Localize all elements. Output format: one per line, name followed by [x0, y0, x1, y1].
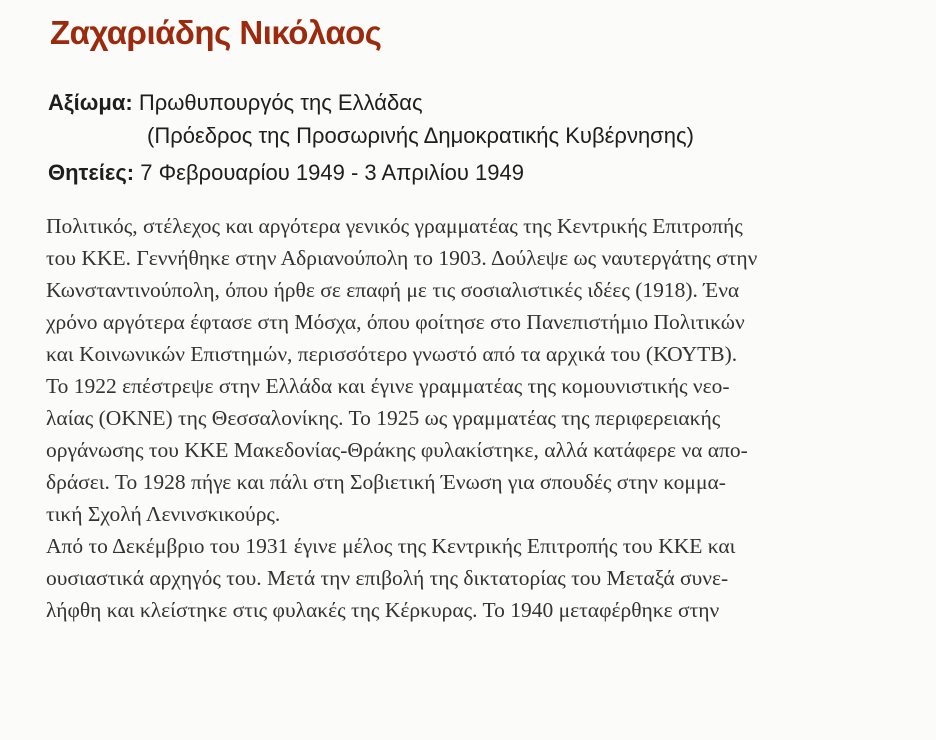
- text-line: χρόνο αργότερα έφτασε στη Μόσχα, όπου φοίτησε στο Πανεπιστήμιο Πολιτικών: [46, 310, 745, 334]
- text-line: λαίας (ΟΚΝΕ) της Θεσσαλονίκης. Το 1925 ως γραμματέας της περιφερειακής: [46, 406, 721, 430]
- text-line: και Κοινωνικών Επιστημών, περισσότερο γνωστό από τα αρχικά του (ΚΟΥΤΒ).: [46, 342, 738, 366]
- text-line: Το 1922 επέστρεψε στην Ελλάδα και έγινε γραμματέας της κομουνιστικής νεο-: [46, 374, 730, 398]
- term-value: 7 Φεβρουαρίου 1949 - 3 Απριλίου 1949: [140, 160, 524, 185]
- position-subtitle: (Πρόεδρος της Προσωρινής Δημοκρατικής Κυβέρνησης): [147, 123, 694, 148]
- text-line: Από το Δεκέμβριο του 1931 έγινε μέλος της Κεντρικής Επιτροπής του ΚΚΕ και: [46, 534, 736, 558]
- text-line: Πολιτικός, στέλεχος και αργότερα γενικός γραμματέας της Κεντρικής Επιτροπής: [46, 214, 743, 238]
- position-row: [48, 90, 423, 116]
- biography-text: [46, 210, 916, 626]
- text-line: ουσιαστικά αρχηγός του. Μετά την επιβολή της δικτατορίας του Μεταξά συνε-: [46, 566, 729, 590]
- term-label: Θητείες:: [48, 160, 135, 185]
- text-line: οργάνωσης του ΚΚΕ Μακεδονίας-Θράκης φυλακίστηκε, αλλά κατάφερε να απο-: [46, 438, 748, 462]
- term-row: [48, 160, 524, 186]
- page-title: Ζαχαριάδης Νικόλαος: [50, 14, 382, 51]
- text-line: του ΚΚΕ. Γεννήθηκε στην Αδριανούπολη το 1903. Δούλεψε ως ναυτεργάτης στην: [46, 246, 758, 270]
- text-line: λήφθη και κλείστηκε στις φυλακές της Κέρκυρας. Το 1940 μεταφέρθηκε στην: [46, 598, 720, 622]
- text-line: Κωνσταντινούπολη, όπου ήρθε σε επαφή με τις σοσιαλιστικές ιδέες (1918). Ένα: [46, 278, 740, 302]
- position-label: Αξίωμα:: [48, 90, 133, 115]
- text-line: τική Σχολή Λενινσκικούρς.: [46, 502, 281, 526]
- position-value: Πρωθυπουργός της Ελλάδας: [138, 90, 423, 115]
- text-line: δράσει. Το 1928 πήγε και πάλι στη Σοβιετική Ένωση για σπουδές στην κομμα-: [46, 470, 726, 494]
